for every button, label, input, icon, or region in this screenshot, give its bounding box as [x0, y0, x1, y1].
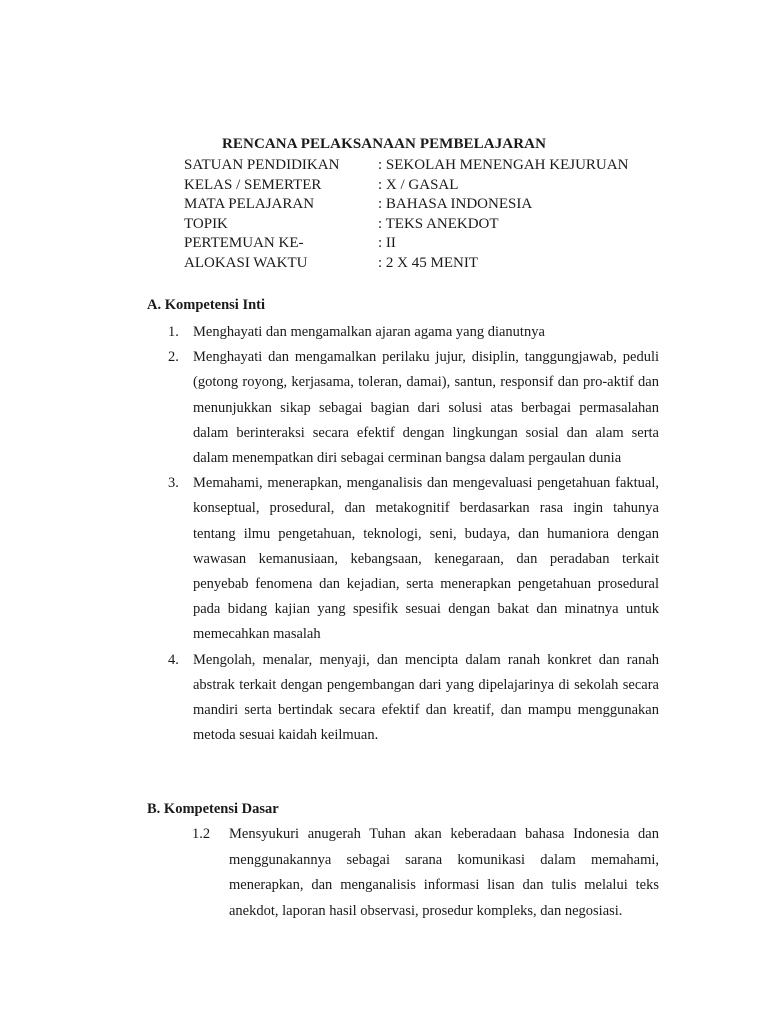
info-value: : II [378, 235, 396, 251]
info-row [184, 215, 628, 235]
list-text: Mensyukuri anugerah Tuhan akan keberadaan bahasa Indonesia dan menggunakannya sebagai sarana komunikasi dalam memahami, menerapkan, dan menganalisis informasi lisan dan tulis melalui teks anekdot, laporan hasil observasi, prosedur kompleks, dan negosiasi. [229, 826, 659, 919]
info-row [184, 254, 628, 274]
info-value: : 2 X 45 MENIT [378, 254, 478, 271]
list-item [168, 320, 659, 345]
info-value: : SEKOLAH MENENGAH KEJURUAN [378, 157, 629, 173]
info-label: MATA PELAJARAN [184, 196, 315, 212]
info-row [184, 156, 628, 176]
info-row [184, 195, 628, 215]
info-label: ALOKASI WAKTU [184, 254, 308, 271]
info-label: SATUAN PENDIDIKAN [184, 157, 340, 173]
list-item [168, 471, 659, 647]
document-title: RENCANA PELAKSANAAN PEMBELAJARAN [221, 136, 547, 152]
list-item [168, 345, 659, 471]
list-number: 3. [168, 475, 179, 492]
info-label: PERTEMUAN KE- [184, 235, 304, 251]
list-text: Menghayati dan mengamalkan ajaran agama yang dianutnya [193, 324, 545, 340]
info-table [184, 156, 628, 273]
info-value: : TEKS ANEKDOT [378, 215, 499, 232]
info-value: : X / GASAL [378, 176, 459, 193]
section-heading-kompetensi-dasar: B. Kompetensi Dasar [147, 801, 279, 817]
list-text: Menghayati dan mengamalkan perilaku jujur, disiplin, tanggungjawab, peduli (gotong royong, kerjasama, toleran, damai), santun, responsif dan pro-aktif dan menunjukkan sikap sebagai bagian dari solusi atas berbagai permasalahan dalam berinteraksi secara efektif dengan lingkungan sosial dan alam serta dalam menempatkan diri sebagai cerminan bangsa dalam pergaulan dunia [193, 349, 659, 467]
list-item [192, 822, 659, 924]
kompetensi-inti-list [168, 320, 659, 748]
list-number: 1.2 [192, 826, 211, 842]
list-text: Mengolah, menalar, menyaji, dan mencipta dalam ranah konkret dan ranah abstrak terkait dengan pengembangan dari yang dipelajarinya di sekolah secara mandiri serta bertindak secara efektif dan kreatif, dan mampu menggunakan metoda sesuai kaidah keilmuan. [193, 651, 659, 744]
list-number: 2. [168, 349, 179, 366]
info-label: TOPIK [184, 215, 228, 232]
info-row [184, 234, 628, 254]
info-label: KELAS / SEMERTER [184, 176, 322, 193]
section-heading-kompetensi-inti: A. Kompetensi Inti [147, 297, 266, 313]
kompetensi-dasar-list [192, 822, 659, 924]
list-number: 4. [168, 651, 179, 668]
info-row [184, 176, 628, 196]
list-number: 1. [168, 324, 179, 340]
list-text: Memahami, menerapkan, menganalisis dan mengevaluasi pengetahuan faktual, konseptual, prosedural, dan metakognitif berdasarkan rasa ingin tahunya tentang ilmu pengetahuan, teknologi, seni, budaya, dan humaniora dengan wawasan kemanusiaan, kebangsaan, kenegaraan, dan peradaban terkait penyebab fenomena dan kejadian, serta menerapkan pengetahuan prosedural pada bidang kajian yang spesifik sesuai dengan bakat dan minatnya untuk memecahkan masalah [193, 475, 659, 643]
list-item [168, 648, 659, 749]
info-value: : BAHASA INDONESIA [378, 196, 533, 212]
